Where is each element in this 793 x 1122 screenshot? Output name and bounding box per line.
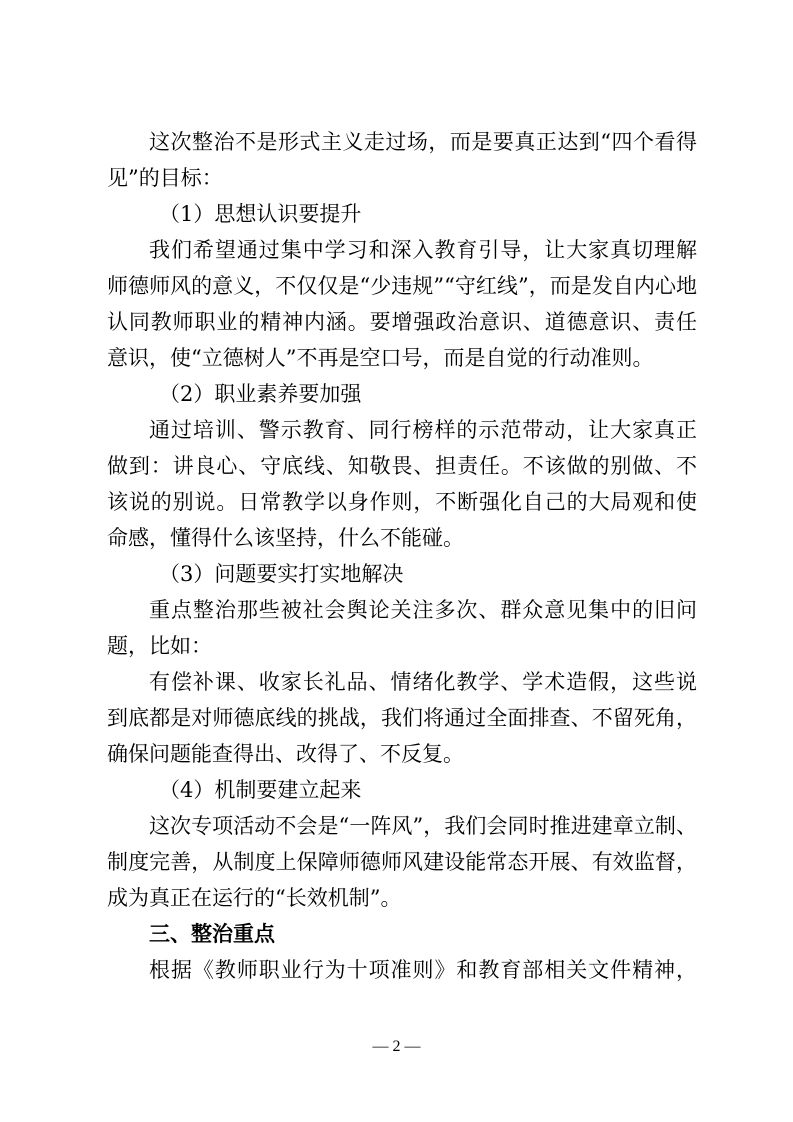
section-subheading: （3）问题要实打实地解决 (159, 562, 404, 586)
paragraph-line: 见”的目标： (107, 166, 223, 190)
paragraph-line: 做到：讲良心、守底线、知敬畏、担责任。不该做的别做、不 (107, 454, 697, 478)
paragraph-line: 通过培训、警示教育、同行榜样的示范带动，让大家真正 (149, 418, 697, 442)
paragraph-line: 制度完善，从制度上保障师德师风建设能常态开展、有效监督， (107, 850, 697, 874)
paragraph-line: 这次专项活动不会是“一阵风”，我们会同时推进建章立制、 (149, 814, 697, 838)
paragraph-line: 该说的别说。日常教学以身作则，不断强化自己的大局观和使 (107, 490, 697, 514)
section-subheading: （1）思想认识要提升 (159, 202, 362, 226)
paragraph-line: 命感，懂得什么该坚持，什么不能碰。 (107, 526, 464, 550)
paragraph-line: 这次整治不是形式主义走过场，而是要真正达到“四个看得 (149, 130, 697, 154)
paragraph-line: 根据《教师职业行为十项准则》和教育部相关文件精神， (149, 958, 697, 982)
paragraph-line: 确保问题能查得出、改得了、不反复。 (107, 742, 464, 766)
page-number: — 2 — (372, 1038, 421, 1055)
paragraph-line: 到底都是对师德底线的挑战，我们将通过全面排查、不留死角， (107, 706, 697, 730)
paragraph-line: 意识，使“立德树人”不再是空口号，而是自觉的行动准则。 (107, 346, 654, 370)
paragraph-line: 认同教师职业的精神内涵。要增强政治意识、道德意识、责任 (107, 310, 697, 334)
paragraph-line: 有偿补课、收家长礼品、情绪化教学、学术造假，这些说 (149, 670, 697, 694)
paragraph-line: 重点整治那些被社会舆论关注多次、群众意见集中的旧问 (149, 598, 697, 622)
paragraph-line: 题，比如： (107, 634, 212, 658)
section-heading: 三、整治重点 (149, 922, 275, 946)
section-subheading: （2）职业素养要加强 (159, 382, 362, 406)
paragraph-line: 我们希望通过集中学习和深入教育引导，让大家真切理解 (149, 238, 697, 262)
paragraph-line: 成为真正在运行的“长效机制”。 (107, 886, 402, 910)
section-subheading: （4）机制要建立起来 (159, 778, 362, 802)
paragraph-line: 师德师风的意义，不仅仅是“少违规”“守红线”，而是发自内心地 (107, 274, 697, 298)
